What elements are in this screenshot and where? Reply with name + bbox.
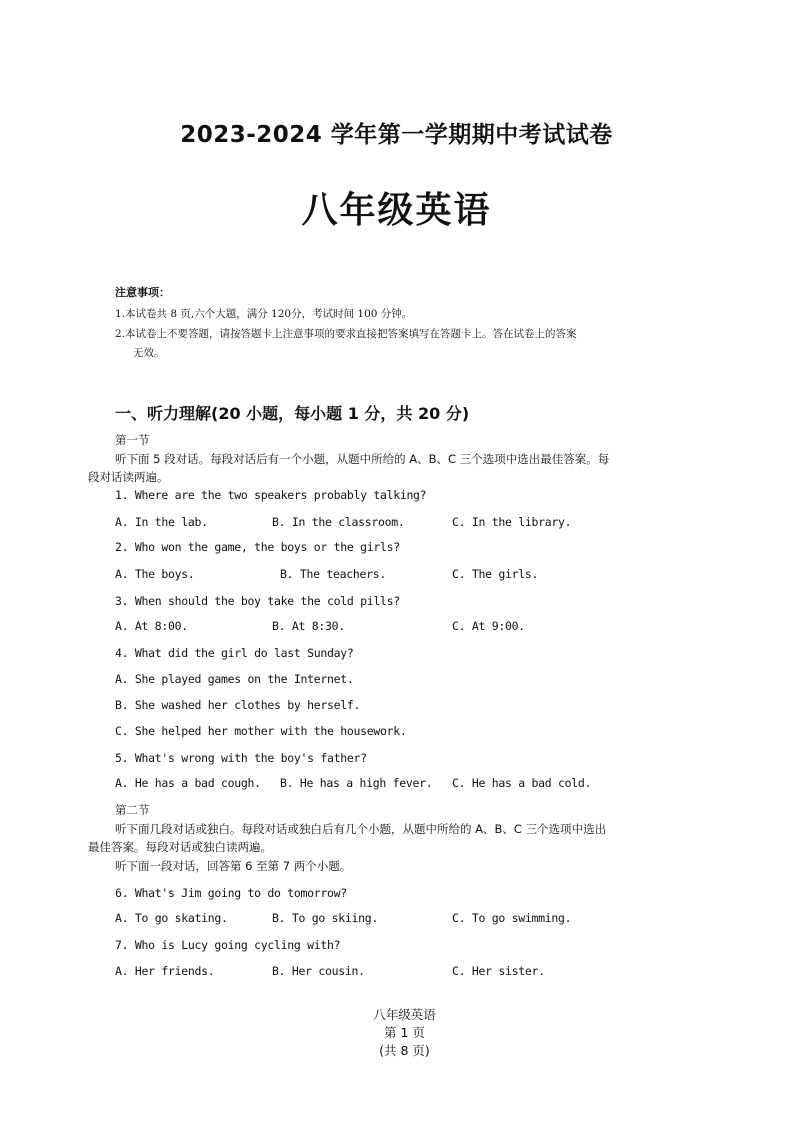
q6-option-c: C. To go swimming. xyxy=(452,911,572,925)
q3-option-c: C. At 9:00. xyxy=(452,619,525,633)
part1-instruction-continued: 段对话读两遍。 xyxy=(88,470,169,484)
exam-subject-title: 八年级英语 xyxy=(301,190,492,231)
part1-label: 第一节 xyxy=(115,433,150,447)
question-3: 3. When should the boy take the cold pills? xyxy=(115,594,400,608)
part1-instruction: 听下面 5 段对话。每段对话后有一个小题，从题中所给的 A、B、C 三个选项中选出最佳答案。每 xyxy=(115,452,610,466)
q3-option-b: B. At 8:30. xyxy=(272,619,345,633)
footer-page-number: 第 1 页 xyxy=(384,1025,425,1040)
part2-instruction-continued: 最佳答案。每段对话或独白读两遍。 xyxy=(88,840,272,854)
question-5: 5. What's wrong with the boy's father? xyxy=(115,751,367,765)
q4-option-c: C. She helped her mother with the housework. xyxy=(115,724,407,738)
q5-option-b: B. He has a high fever. xyxy=(280,776,433,790)
q7-option-c: C. Her sister. xyxy=(452,964,545,978)
q2-option-a: A. The boys. xyxy=(115,567,195,581)
question-2: 2. Who won the game, the boys or the girls? xyxy=(115,540,400,554)
footer-subject: 八年级英语 xyxy=(373,1007,436,1022)
q5-option-c: C. He has a bad cold. xyxy=(452,776,592,790)
note-item-1: 1.本试卷共 8 页,六个大题，满分 120分，考试时间 100 分钟。 xyxy=(115,308,413,320)
part2-label: 第二节 xyxy=(115,803,150,817)
question-6: 6. What's Jim going to do tomorrow? xyxy=(115,886,347,900)
part2-subinstruction: 听下面一段对话，回答第 6 至第 7 两个小题。 xyxy=(115,859,352,873)
page-footer xyxy=(0,990,793,1074)
note-item-2-continued: 无效。 xyxy=(133,347,165,359)
q1-option-b: B. In the classroom. xyxy=(272,515,405,529)
q2-option-c: C. The girls. xyxy=(452,567,539,581)
q2-option-b: B. The teachers. xyxy=(280,567,386,581)
q7-option-b: B. Her cousin. xyxy=(272,964,365,978)
q6-option-b: B. To go skiing. xyxy=(272,911,378,925)
question-4: 4. What did the girl do last Sunday? xyxy=(115,646,354,660)
q7-option-a: A. Her friends. xyxy=(115,964,215,978)
exam-title: 2023-2024 学年第一学期期中考试试卷 xyxy=(180,122,613,148)
q1-option-a: A. In the lab. xyxy=(115,515,208,529)
notes-heading: 注意事项： xyxy=(115,286,170,299)
q5-option-a: A. He has a bad cough. xyxy=(115,776,261,790)
q3-option-a: A. At 8:00. xyxy=(115,619,188,633)
section-title-listening: 一、听力理解(20 小题，每小题 1 分，共 20 分) xyxy=(115,404,470,423)
question-7: 7. Who is Lucy going cycling with? xyxy=(115,938,341,952)
part2-instruction: 听下面几段对话或独白。每段对话或独白后有几个小题，从题中所给的 A、B、C 三个选项中选出 xyxy=(115,822,607,836)
q6-option-a: A. To go skating. xyxy=(115,911,228,925)
note-item-2: 2.本试卷上不要答题，请按答题卡上注意事项的要求直接把答案填写在答题卡上。答在试卷上的答案 xyxy=(115,328,577,340)
q4-option-a: A. She played games on the Internet. xyxy=(115,672,354,686)
footer-total-pages: (共 8 页) xyxy=(379,1043,430,1058)
question-1: 1. Where are the two speakers probably talking? xyxy=(115,488,427,502)
q4-option-b: B. She washed her clothes by herself. xyxy=(115,698,361,712)
q1-option-c: C. In the library. xyxy=(452,515,572,529)
